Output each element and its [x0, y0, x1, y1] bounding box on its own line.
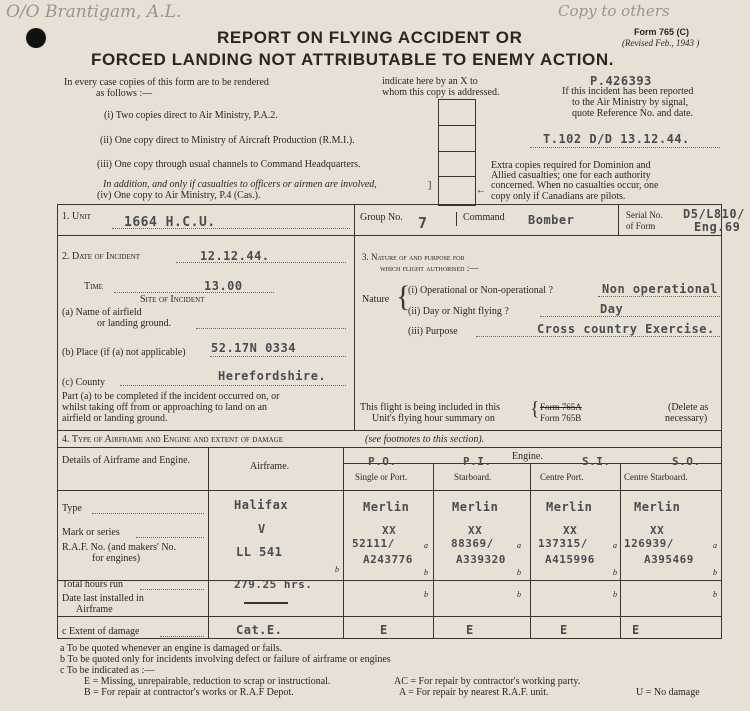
operational-value: Non operational [602, 282, 718, 296]
footnote-c: c To be indicated as :— [60, 665, 155, 676]
engine-raf-no-starboard: 88369/ [451, 537, 494, 550]
engine-raf-no-centre-port: 137315/ [538, 537, 588, 550]
summary-form-a: Form 765A [540, 402, 582, 412]
brace-icon: ] [428, 180, 432, 191]
raf-no-row-label-2: for engines) [92, 553, 141, 564]
serial-value: D5/L810/ [683, 207, 745, 221]
engine-mark-centre-starboard: XX [650, 524, 665, 537]
footnote-mark-b: b [424, 590, 428, 599]
handwritten-note-left: O/O Brantigam, A.L. [6, 2, 182, 22]
purpose-label: (iii) Purpose [408, 326, 458, 337]
engine-type-centre-port: Merlin [546, 500, 593, 514]
footnote-mark-b: b [613, 590, 617, 599]
distribution-item-4: In addition, and only if casualties to officers or airmen are involved, [103, 179, 377, 190]
addressee-box-1[interactable] [440, 101, 473, 123]
part-a-note-3: airfield or landing ground. [62, 413, 168, 424]
airframe-raf-no-value: LL 541 [236, 545, 283, 559]
distribution-item-3: (iii) One copy through usual channels to Command Headquarters. [97, 159, 361, 170]
county-value: Herefordshire. [218, 369, 327, 383]
unit-value: 1664 H.C.U. [124, 215, 216, 230]
raf-no-row-label: R.A.F. No. (and makers' No. [62, 542, 177, 553]
footnote-mark-b: b [517, 568, 521, 577]
extra-copies-4: copy only if Canadians are pilots. [491, 191, 626, 202]
reference-number: P.426393 [590, 74, 652, 88]
addressee-box-3[interactable] [440, 153, 473, 175]
signal-note-3: quote Reference No. and date. [572, 108, 694, 119]
footnote-a: a To be quoted whenever an engine is damaged or fails. [60, 643, 283, 654]
handwritten-note-right: Copy to others [558, 2, 670, 20]
type-row-label: Type [62, 503, 82, 514]
code-a: A = For repair by nearest R.A.F. unit. [399, 687, 549, 698]
distribution-item-5: (iv) One copy to Air Ministry, P.4 (Cas.). [97, 190, 261, 201]
airfield-label: (a) Name of airfield [62, 307, 142, 318]
site-of-incident-label: Site of Incident [140, 294, 205, 305]
extra-copies-2: Allied casualties; one for each authority [491, 170, 651, 181]
purpose-value: Cross country Exercise. [537, 322, 715, 336]
serial-label-2: of Form [626, 221, 656, 231]
footnote-mark-a: a [713, 541, 717, 550]
form-number: Form 765 (C) [634, 27, 690, 37]
damage-row-label: c Extent of damage [62, 626, 140, 637]
part-a-note-2: whilst taking off from or approaching to land on an [62, 402, 268, 413]
engine-col-centre-starboard: Centre Starboard. [624, 472, 688, 482]
extra-copies-3: concerned. When no casualties occur, one [491, 180, 659, 191]
airframe-engine-heading: 4. Type of Airframe and Engine and extent of damage [62, 434, 283, 445]
engine-raf-no-centre-starboard: 126939/ [624, 537, 674, 550]
engine-damage-centre-starboard: E [632, 623, 640, 637]
airframe-hours-value: 279.25 hrs. [234, 578, 313, 591]
command-value: Bomber [528, 213, 575, 227]
nature-heading-2: which flight authorised :— [380, 263, 479, 273]
footnote-mark-a: a [517, 541, 521, 550]
distribution-item-1: (i) Two copies direct to Air Ministry, P.A.2. [104, 110, 278, 121]
nature-brace-icon: { [396, 280, 411, 313]
day-night-value: Day [600, 302, 624, 316]
addressee-box-2[interactable] [440, 127, 473, 149]
engine-mark-so: S.O. [672, 455, 701, 468]
footnote-b: b To be quoted only for incidents involving defect or failure of airframe or engines [60, 654, 391, 665]
indicate-instruction: indicate here by an X to [382, 76, 478, 87]
code-ac: AC = For repair by contractor's working party. [394, 676, 581, 687]
engine-mark-si: S.I. [582, 455, 611, 468]
command-label: Command [463, 212, 505, 223]
delete-note-2: necessary) [665, 413, 708, 424]
unit-label: 1. Unit [62, 211, 91, 222]
form-revised: (Revised Feb., 1943 ) [622, 38, 700, 48]
addressee-box-4[interactable] [440, 178, 473, 203]
date-of-incident-label: 2. Date of Incident [62, 251, 141, 262]
signal-note-1: If this incident has been reported [562, 86, 694, 97]
engine-type-starboard: Merlin [452, 500, 499, 514]
county-label: (c) County [62, 377, 106, 388]
engine-col-starboard: Starboard. [454, 472, 492, 482]
engine-makers-no-centre-port: A415996 [545, 553, 595, 566]
engine-column-header: Engine. [512, 451, 543, 462]
place-value: 52.17N 0334 [211, 341, 296, 355]
engine-damage-starboard: E [466, 623, 474, 637]
engine-col-port: Single or Port. [355, 472, 408, 482]
distribution-intro: In every case copies of this form are to be rendered [64, 77, 269, 88]
engine-mark-po: P.O. [368, 455, 397, 468]
footnote-mark-a: a [613, 541, 617, 550]
engine-raf-no-port: 52111/ [352, 537, 395, 550]
signal-note-2: to the Air Ministry by signal, [572, 97, 689, 108]
hours-row-label: Total hours run [62, 579, 123, 590]
engine-makers-no-starboard: A339320 [456, 553, 506, 566]
part-a-note-1: Part (a) to be completed if the incident occurred on, or [62, 391, 280, 402]
day-night-label: (ii) Day or Night flying ? [408, 306, 509, 317]
code-b: B = For repair at contractor's works or R.A.F Depot. [84, 687, 294, 698]
airframe-mark-value: V [258, 522, 266, 536]
signal-reference: T.102 D/D 13.12.44. [543, 132, 690, 146]
summary-brace-icon: { [530, 398, 540, 420]
title-line-1: REPORT ON FLYING ACCIDENT OR [217, 28, 523, 47]
engine-mark-centre-port: XX [563, 524, 578, 537]
airframe-damage-value: Cat.E. [236, 623, 283, 637]
engine-type-centre-starboard: Merlin [634, 500, 681, 514]
airframe-column-header: Airframe. [250, 461, 290, 472]
airframe-engine-heading-note: (see footnotes to this section). [365, 434, 485, 445]
engine-type-port: Merlin [363, 500, 410, 514]
engine-damage-port: E [380, 623, 388, 637]
place-label: (b) Place (if (a) not applicable) [62, 347, 186, 358]
delete-note: (Delete as [668, 402, 709, 413]
engine-col-centre-port: Centre Port. [540, 472, 584, 482]
code-u: U = No damage [636, 687, 700, 698]
serial-value-2: Eng.69 [694, 220, 741, 234]
operational-label: (i) Operational or Non-operational ? [408, 285, 553, 296]
summary-label-2: Unit's flying hour summary on [372, 413, 495, 424]
footnote-mark-b: b [424, 568, 428, 577]
time-label: Time [84, 281, 103, 292]
group-value: 7 [418, 214, 428, 232]
summary-form-b: Form 765B [540, 413, 582, 423]
title-line-2: FORCED LANDING NOT ATTRIBUTABLE TO ENEMY ACTION. [91, 50, 615, 69]
distribution-intro-2: as follows :— [96, 88, 153, 99]
engine-makers-no-centre-starboard: A395469 [644, 553, 694, 566]
installed-row-label: Date last installed in [62, 593, 144, 604]
indicate-instruction-2: whom this copy is addressed. [382, 87, 500, 98]
nature-heading: 3. Nature of and purpose for [362, 252, 465, 262]
footnote-mark-b: b [613, 568, 617, 577]
nature-label: Nature [362, 294, 390, 305]
serial-label: Serial No. [626, 210, 663, 220]
airfield-label-2: or landing ground. [97, 318, 172, 329]
installed-row-label-2: Airframe [76, 604, 113, 615]
airframe-type-value: Halifax [234, 498, 289, 512]
engine-damage-centre-port: E [560, 623, 568, 637]
extra-copies-1: Extra copies required for Dominion and [491, 160, 651, 171]
footnote-mark-b: b [517, 590, 521, 599]
footnote-mark-b: b [713, 590, 717, 599]
summary-label: This flight is being included in this [360, 402, 500, 413]
engine-mark-port: XX [382, 524, 397, 537]
group-label: Group No. [360, 212, 403, 223]
footnote-mark-b: b [713, 568, 717, 577]
footnote-mark-a: a [424, 541, 428, 550]
engine-mark-starboard: XX [468, 524, 483, 537]
time-value: 13.00 [204, 279, 243, 293]
distribution-item-2: (ii) One copy direct to Ministry of Aircraft Production (R.M.I.). [100, 135, 355, 146]
footnote-mark-b: b [335, 565, 339, 574]
engine-makers-no-port: A243776 [363, 553, 413, 566]
punch-hole [26, 28, 46, 48]
mark-row-label: Mark or series [62, 527, 120, 538]
date-of-incident-value: 12.12.44. [200, 249, 270, 263]
arrow-icon: ← [476, 185, 486, 196]
code-e: E = Missing, unrepairable, reduction to scrap or instructional. [84, 676, 331, 687]
engine-mark-pi: P.I. [463, 455, 492, 468]
details-column-header: Details of Airframe and Engine. [62, 455, 191, 466]
